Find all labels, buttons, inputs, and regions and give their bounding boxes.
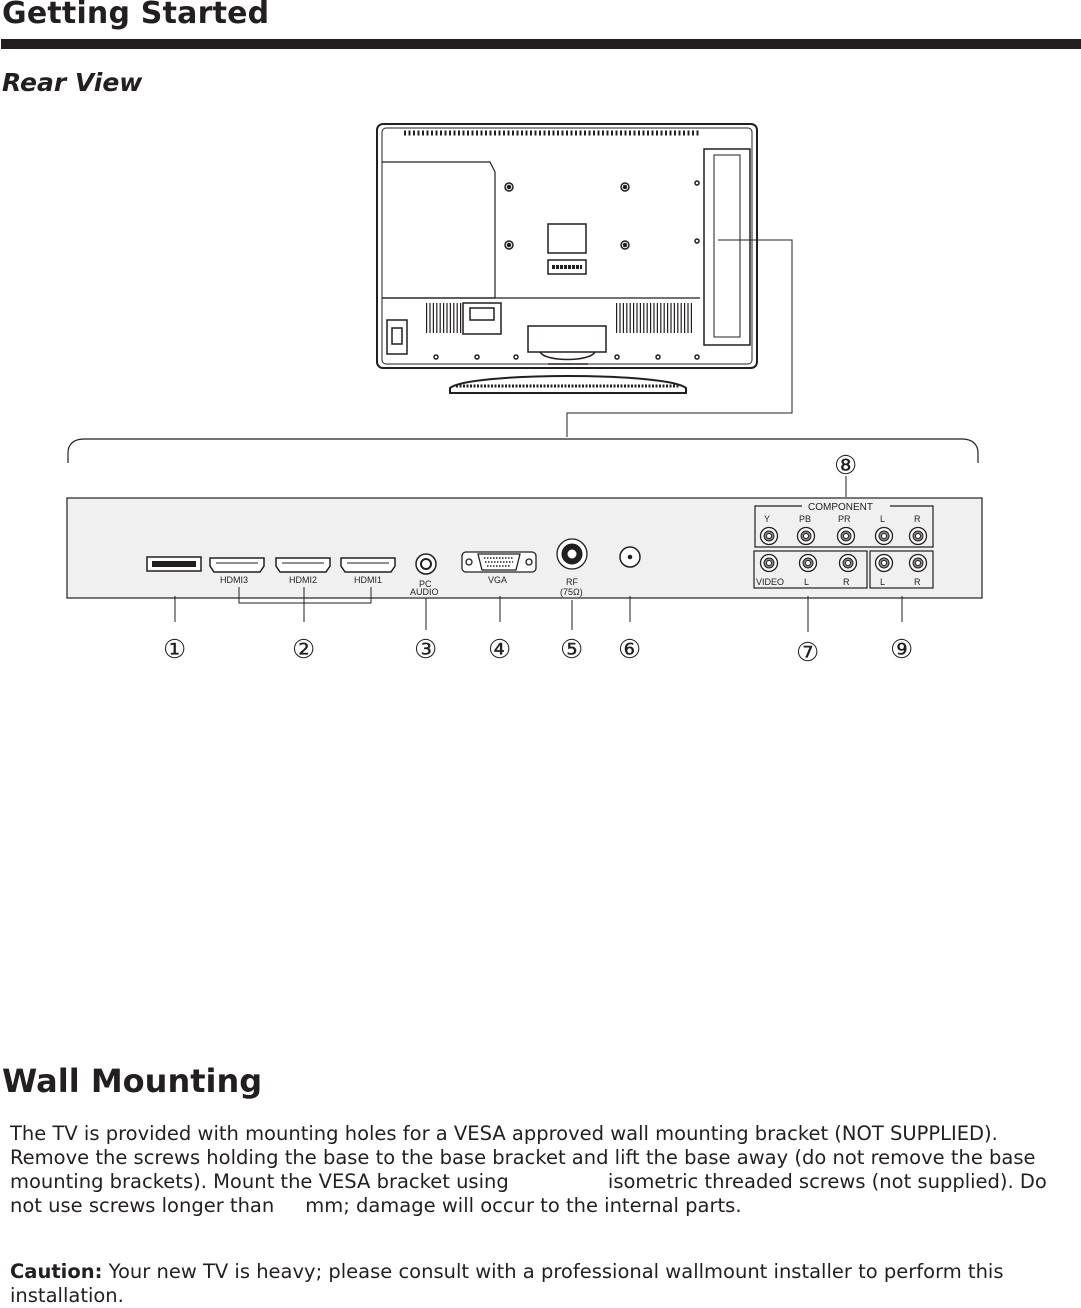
callout-1: ① xyxy=(163,634,187,664)
comp-r-label: R xyxy=(914,514,921,524)
rf-label-1: RF xyxy=(566,577,578,587)
pc-audio-label-1: PC xyxy=(419,579,432,589)
rear-view-diagram xyxy=(0,100,1081,700)
caution-label: Caution: xyxy=(10,1260,103,1283)
callout-8: ⑧ xyxy=(834,450,858,480)
video-label: VIDEO xyxy=(756,577,785,587)
callout-2: ② xyxy=(292,634,316,664)
caution-text: Your new TV is heavy; please consult with a professional wallmount installer to perform this installation. xyxy=(10,1260,1004,1307)
vga-label: VGA xyxy=(488,575,508,585)
callout-9: ⑨ xyxy=(890,634,914,664)
rf-port xyxy=(557,539,587,569)
comp-l-label: L xyxy=(880,514,886,524)
tv-rear-illustration xyxy=(377,124,757,393)
vga-port xyxy=(462,552,536,572)
video-r-label: R xyxy=(843,577,850,587)
earphone-port xyxy=(620,547,640,567)
hdmi-ports xyxy=(210,558,395,572)
title-rule xyxy=(1,39,1081,49)
callout-3: ③ xyxy=(414,634,438,664)
panel-leader-line xyxy=(567,240,792,437)
wall-mounting-title: Wall Mounting xyxy=(2,1062,263,1100)
usb-slot-port xyxy=(147,557,201,571)
audio-r-label: R xyxy=(914,577,921,587)
callout-4: ④ xyxy=(488,634,512,664)
comp-pr-label: PR xyxy=(838,514,851,524)
hdmi3-label: HDMI3 xyxy=(220,575,249,585)
component-label: COMPONENT xyxy=(808,502,873,513)
hdmi2-label: HDMI2 xyxy=(289,575,318,585)
pc-audio-label-2: AUDIO xyxy=(410,587,439,597)
callout-7: ⑦ xyxy=(796,637,820,667)
video-l-label: L xyxy=(804,577,810,587)
caution-paragraph xyxy=(10,1260,1076,1308)
section-subtitle: Rear View xyxy=(2,68,143,97)
rf-label-2: (75Ω) xyxy=(560,587,583,597)
comp-y-label: Y xyxy=(764,514,771,524)
callout-5: ⑤ xyxy=(560,634,584,664)
callout-6: ⑥ xyxy=(618,634,642,664)
audio-l-label: L xyxy=(880,577,886,587)
comp-pb-label: PB xyxy=(799,514,812,524)
page-title: Getting Started xyxy=(2,0,270,31)
wall-mounting-paragraph: The TV is provided with mounting holes for a VESA approved wall mounting bracket (NOT SUPPLIED). Remove the screws holding the base to the base bracket and lift the base away (do not remove the base mounting brackets). Mount the VESA bracket using isometric threaded screws (not supplied). Do not use screws longer than mm; damage will occur to the internal parts. xyxy=(10,1122,1054,1217)
pc-audio-jack xyxy=(416,554,436,574)
hdmi1-label: HDMI1 xyxy=(354,575,383,585)
